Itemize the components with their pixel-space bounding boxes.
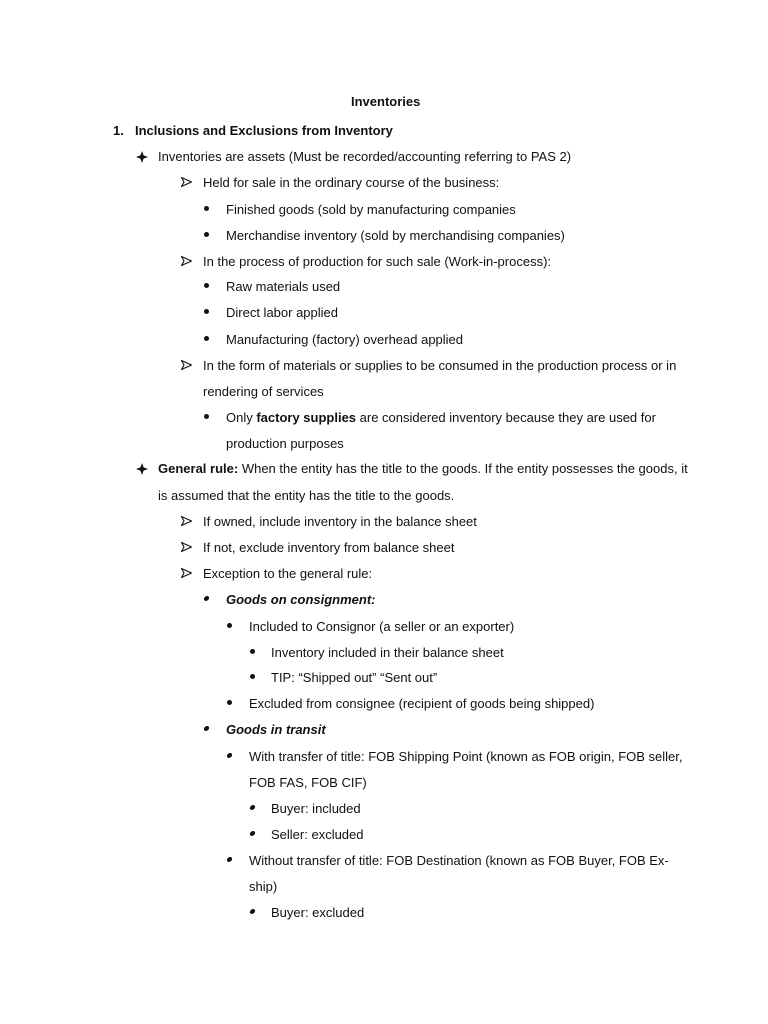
bullet-icon	[203, 726, 209, 731]
list-item-continuation: production purposes	[226, 436, 344, 451]
list-item: In the form of materials or supplies to be consumed in the production process or in	[203, 358, 677, 373]
list-item: TIP: “Shipped out” “Sent out”	[271, 670, 438, 685]
list-item-continuation: FOB FAS, FOB CIF)	[249, 775, 367, 790]
arrow-bullet-icon	[181, 542, 192, 552]
bullet-icon	[203, 596, 209, 601]
diamond-bullet-icon	[136, 151, 148, 163]
list-item: Included to Consignor (a seller or an exporter)	[249, 619, 515, 634]
bullet-icon	[249, 909, 255, 914]
bullet-icon	[250, 674, 255, 679]
list-item-continuation: is assumed that the entity has the title to the goods.	[158, 488, 455, 503]
bullet-icon	[226, 753, 232, 758]
list-item: In the process of production for such sale (Work-in-process):	[203, 254, 552, 269]
list-item: Excluded from consignee (recipient of goods being shipped)	[249, 696, 595, 711]
list-item: Inventories are assets (Must be recorded/accounting referring to PAS 2)	[158, 149, 572, 164]
text-run: When the entity has the title to the goods. If the entity possesses the goods, it	[238, 461, 688, 476]
arrow-bullet-icon	[181, 177, 192, 187]
list-item: If owned, include inventory in the balance sheet	[203, 514, 477, 529]
diamond-bullet-icon	[136, 463, 148, 475]
page-title: Inventories	[351, 94, 421, 109]
list-item-continuation: rendering of services	[203, 384, 324, 399]
list-item: Buyer: excluded	[271, 905, 365, 920]
list-item-continuation: ship)	[249, 879, 278, 894]
bullet-icon	[227, 623, 232, 628]
text-run: Only	[226, 410, 257, 425]
bullet-icon	[204, 283, 209, 288]
bullet-icon	[249, 805, 255, 810]
bullet-icon	[204, 309, 209, 314]
list-item	[226, 410, 656, 426]
arrow-bullet-icon	[181, 256, 192, 266]
section-heading: Inclusions and Exclusions from Inventory	[135, 123, 393, 138]
emphasis-text: General rule:	[158, 461, 239, 476]
bullet-icon	[204, 336, 209, 341]
list-item: Raw materials used	[226, 279, 341, 294]
list-item: Goods on consignment:	[226, 592, 376, 607]
list-item	[158, 461, 688, 477]
list-item: Held for sale in the ordinary course of the business:	[203, 175, 500, 190]
list-item: With transfer of title: FOB Shipping Point (known as FOB origin, FOB seller,	[249, 749, 683, 764]
emphasis-text: factory supplies	[256, 410, 357, 425]
list-item: Exception to the general rule:	[203, 566, 373, 581]
arrow-bullet-icon	[181, 568, 192, 578]
list-item: Merchandise inventory (sold by merchandising companies)	[226, 228, 565, 243]
text-run: are considered inventory because they are used for	[356, 410, 656, 425]
bullet-icon	[226, 857, 232, 862]
arrow-bullet-icon	[181, 360, 192, 370]
list-item: Without transfer of title: FOB Destination (known as FOB Buyer, FOB Ex-	[249, 853, 669, 868]
list-item: Inventory included in their balance sheet	[271, 645, 504, 660]
list-item: Goods in transit	[226, 722, 326, 737]
list-item: Finished goods (sold by manufacturing companies	[226, 202, 516, 217]
list-item: Seller: excluded	[271, 827, 364, 842]
bullet-icon	[249, 831, 255, 836]
arrow-bullet-icon	[181, 516, 192, 526]
section-number: 1.	[113, 123, 124, 138]
list-item: If not, exclude inventory from balance sheet	[203, 540, 455, 555]
bullet-icon	[227, 700, 232, 705]
list-item: Buyer: included	[271, 801, 361, 816]
list-item: Direct labor applied	[226, 305, 339, 320]
bullet-icon	[250, 649, 255, 654]
bullet-icon	[204, 206, 209, 211]
bullet-icon	[204, 232, 209, 237]
list-item: Manufacturing (factory) overhead applied	[226, 332, 464, 347]
bullet-icon	[204, 414, 209, 419]
